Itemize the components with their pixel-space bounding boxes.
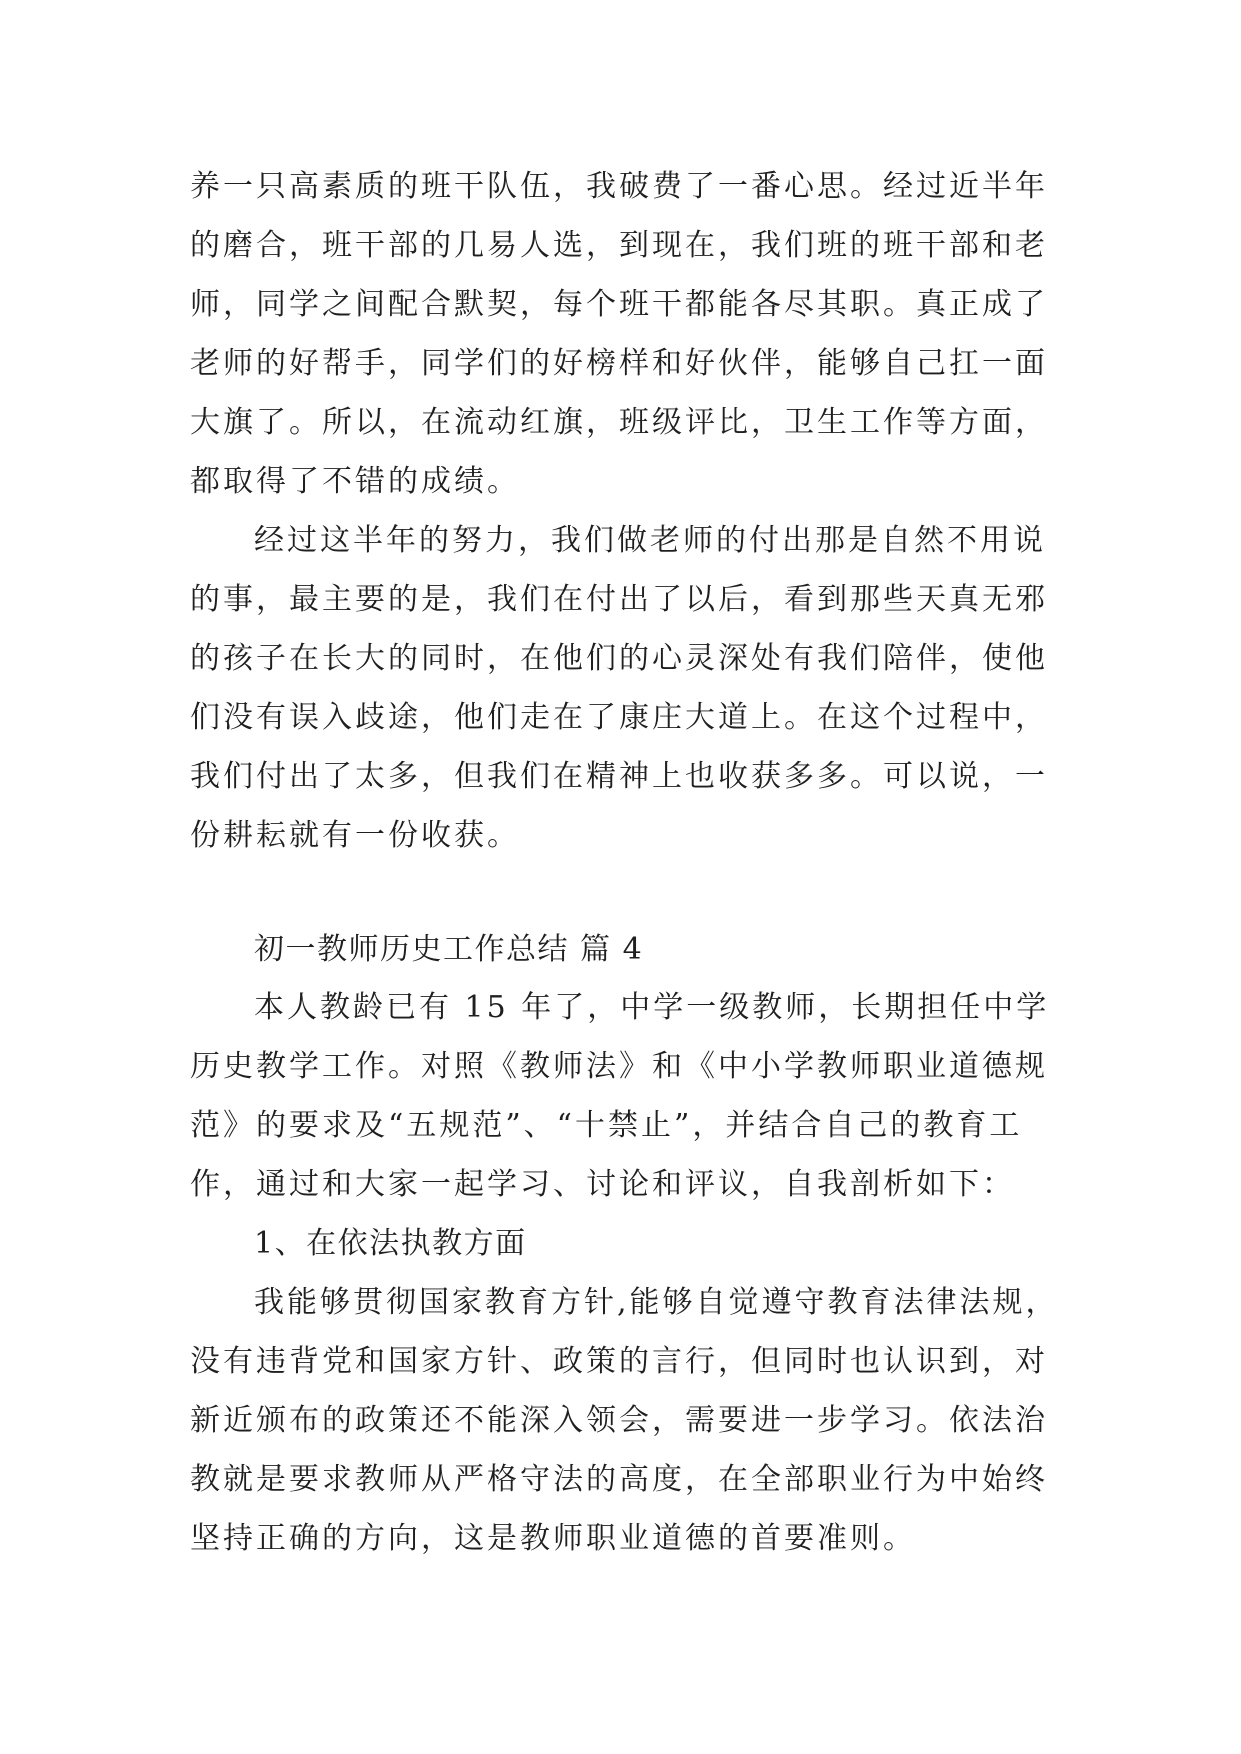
- body-text-line: 历史教学工作。对照《教师法》和《中小学教师职业道德规: [190, 1049, 1048, 1084]
- body-text-line: 养一只高素质的班干队伍，我破费了一番心思。经过近半年: [190, 169, 1048, 204]
- body-text-line: 大旗了。所以，在流动红旗，班级评比，卫生工作等方面，: [190, 405, 1048, 440]
- body-text-line: 的事，最主要的是，我们在付出了以后，看到那些天真无邪: [190, 582, 1048, 617]
- body-text-line: 范》的要求及“五规范”、“十禁止”，并结合自己的教育工: [190, 1108, 1023, 1143]
- body-text-line: 的磨合，班干部的几易人选，到现在，我们班的班干部和老: [190, 228, 1048, 263]
- body-text-line: 份耕耘就有一份收获。: [190, 818, 520, 853]
- body-text-line: 教就是要求教师从严格守法的高度，在全部职业行为中始终: [190, 1462, 1048, 1497]
- paragraph-first-line: 经过这半年的努力，我们做老师的付出那是自然不用说: [254, 523, 1046, 558]
- body-text-line: 都取得了不错的成绩。: [190, 464, 520, 499]
- body-text-line: 师，同学之间配合默契，每个班干都能各尽其职。真正成了: [190, 287, 1048, 322]
- body-text-line: 作，通过和大家一起学习、讨论和评议，自我剖析如下：: [190, 1167, 1015, 1202]
- body-text-line: 老师的好帮手，同学们的好榜样和好伙伴，能够自己扛一面: [190, 346, 1048, 381]
- subsection-heading: 1、在依法执教方面: [254, 1226, 527, 1261]
- paragraph-first-line: 我能够贯彻国家教育方针,能够自觉遵守教育法律法规，: [254, 1285, 1059, 1320]
- body-text-line: 坚持正确的方向，这是教师职业道德的首要准则。: [190, 1521, 916, 1556]
- body-text-line: 我们付出了太多，但我们在精神上也收获多多。可以说，一: [190, 759, 1048, 794]
- body-text-line: 的孩子在长大的同时，在他们的心灵深处有我们陪伴，使他: [190, 641, 1048, 676]
- section-heading: 初一教师历史工作总结 篇 4: [254, 932, 644, 967]
- body-text-line: 没有违背党和国家方针、政策的言行，但同时也认识到，对: [190, 1344, 1048, 1379]
- paragraph-first-line: 本人教龄已有 15 年了，中学一级教师，长期担任中学: [254, 990, 1050, 1025]
- body-text-line: 们没有误入歧途，他们走在了康庄大道上。在这个过程中，: [190, 700, 1048, 735]
- body-text-line: 新近颁布的政策还不能深入领会，需要进一步学习。依法治: [190, 1403, 1048, 1438]
